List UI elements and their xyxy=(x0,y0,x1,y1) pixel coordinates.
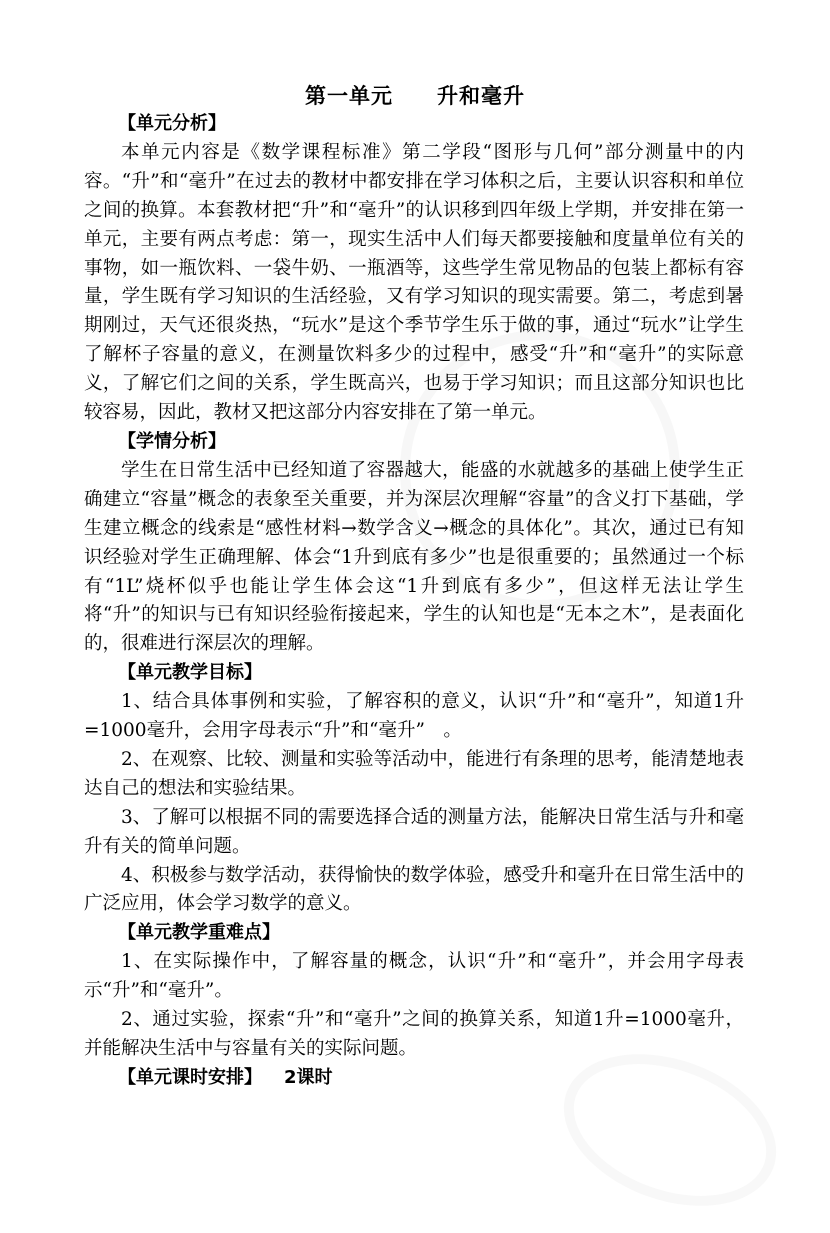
objective-item-2: 2、在观察、比较、测量和实验等活动中，能进行有条理的思考，能清楚地表达自己的想法和实验结果。 xyxy=(84,748,744,799)
objective-item-1: 1、结合具体事例和实验，了解容积的意义，认识“升”和“毫升”，知道1升=1000毫升，会用字母表示“升”和“毫升” 。 xyxy=(84,691,744,742)
analysis-paragraph: 本单元内容是《数学课程标准》第二学段“图形与几何”部分测量中的内容。“升”和“毫升”在过去的教材中都安排在学习体积之后，主要认识容积和单位之间的换算。本套教材把“升”和“毫升”的认识移到四年级上学期，并安排在第一单元，主要有两点考虑：第一，现实生活中人们每天都要接触和度量单位有关的事物，如一瓶饮料、一袋牛奶、一瓶酒等，这些学生常见物品的包装上都标有容量，学生既有学习知识的生活经验，又有学习知识的现实需要。第二，考虑到暑期刚过，天气还很炎热，“玩水”是这个季节学生乐于做的事，通过“玩水”让学生了解杯子容量的意义，在测量饮料多少的过程中，感受“升”和“毫升”的实际意义，了解它们之间的关系，学生既高兴，也易于学习知识；而且这部分知识也比较容易，因此，教材又把这部分内容安排在了第一单元。 xyxy=(84,141,744,424)
objective-item-4: 4、积极参与数学活动，获得愉快的数学体验，感受升和毫升在日常生活中的广泛应用，体会学习数学的意义。 xyxy=(84,864,744,915)
schedule-hours: 2课时 xyxy=(284,1066,333,1088)
section-heading-analysis: 【单元分析】 xyxy=(118,113,226,134)
section-heading-schedule xyxy=(84,1064,744,1093)
unit-title: 第一单元 升和毫升 xyxy=(305,84,525,108)
key-point-item-1: 1、在实际操作中，了解容量的概念，认识“升”和“毫升”，并会用字母表示“升”和“毫升”。 xyxy=(84,951,744,1002)
key-point-item-2: 2、通过实验，探索“升”和“毫升”之间的换算关系，知道1升=1000毫升，并能解决生活中与容量有关的实际问题。 xyxy=(84,1009,744,1059)
section-heading-key-points: 【单元教学重难点】 xyxy=(118,922,280,944)
schedule-label: 【单元课时安排】 xyxy=(118,1066,262,1088)
section-heading-learner: 【学情分析】 xyxy=(118,430,226,452)
section-heading-objectives: 【单元教学目标】 xyxy=(118,662,262,684)
objective-item-3: 3、了解可以根据不同的需要选择合适的测量方法，能解决日常生活与升和毫升有关的简单问题。 xyxy=(84,806,744,857)
document-body xyxy=(84,110,744,1093)
learner-paragraph: 学生在日常生活中已经知道了容器越大，能盛的水就越多的基础上使学生正确建立“容量”概念的表象至关重要，并为深层次理解“容量”的含义打下基础，学生建立概念的线索是“感性材料→数学含义→概念的具体化”。其次，通过已有知识经验对学生正确理解、体会“1升到底有多少”也是很重要的；虽然通过一个标有“1L”烧杯似乎也能让学生体会这“1升到底有多少”，但这样无法让学生将“升”的知识与已有知识经验衔接起来，学生的认知也是“无本之木”，是表面化的，很难进行深层次的理解。 xyxy=(84,459,744,655)
